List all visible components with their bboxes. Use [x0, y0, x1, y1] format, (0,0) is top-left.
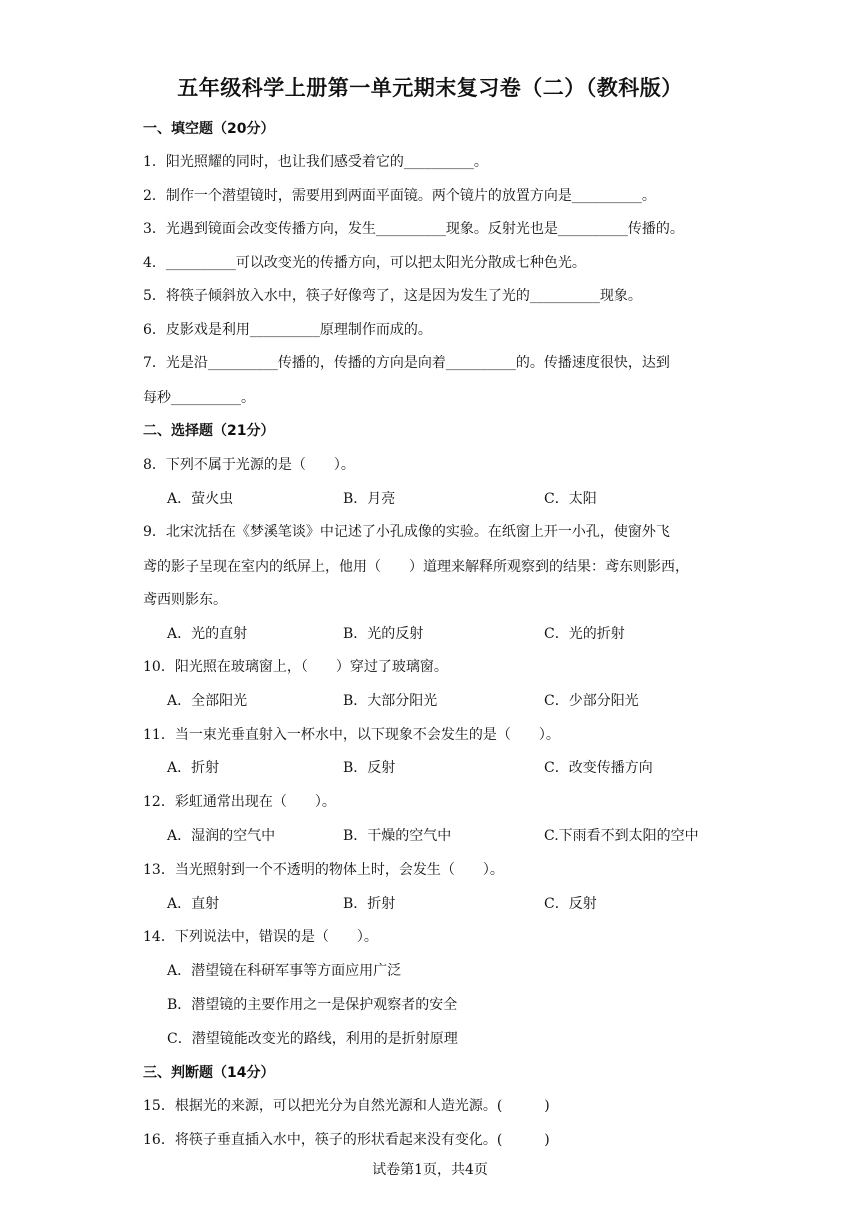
- q12-option-a: A．湿润的空气中: [167, 828, 276, 844]
- question-4: 4．__________可以改变光的传播方向，可以把太阳光分散成七种色光。: [143, 255, 586, 271]
- q14-option-b: B．潜望镜的主要作用之一是保护观察者的安全: [167, 997, 458, 1013]
- question-6: 6．皮影戏是利用__________原理制作而成的。: [143, 322, 432, 338]
- question-7-continued: 每秒__________。: [143, 390, 255, 406]
- q14-option-c: C．潜望镜能改变光的路线，利用的是折射原理: [167, 1031, 458, 1047]
- question-1: 1．阳光照耀的同时，也让我们感受着它的__________。: [143, 154, 488, 170]
- page-footer: 试卷第1页，共4页: [372, 1162, 488, 1178]
- q10-option-a: A．全部阳光: [167, 693, 248, 709]
- q12-option-c: C.下雨看不到太阳的空中: [544, 828, 699, 844]
- question-2: 2．制作一个潜望镜时，需要用到两面平面镜。两个镜片的放置方向是__________。: [143, 188, 656, 204]
- q12-option-b: B．干燥的空气中: [343, 828, 452, 844]
- question-9: 9．北宋沈括在《梦溪笔谈》中记述了小孔成像的实验。在纸窗上开一小孔，使窗外飞: [143, 524, 670, 540]
- question-14: 14．下列说法中，错误的是（ ）。: [143, 929, 378, 945]
- q13-option-a: A．直射: [167, 896, 220, 912]
- question-3: 3．光遇到镜面会改变传播方向，发生__________现象。反射光也是__________传播的。: [143, 221, 684, 237]
- q13-option-c: C．反射: [544, 896, 597, 912]
- question-16: 16．将筷子垂直插入水中，筷子的形状看起来没有变化。( ): [143, 1132, 550, 1148]
- q9-option-b: B．光的反射: [343, 626, 424, 642]
- q9-option-c: C．光的折射: [544, 626, 625, 642]
- q11-option-c: C．改变传播方向: [544, 760, 653, 776]
- question-10: 10．阳光照在玻璃窗上，（ ）穿过了玻璃窗。: [143, 659, 448, 675]
- question-11: 11．当一束光垂直射入一杯水中，以下现象不会发生的是（ ）。: [143, 727, 560, 743]
- question-15: 15．根据光的来源，可以把光分为自然光源和人造光源。( ): [143, 1098, 550, 1114]
- question-5: 5．将筷子倾斜放入水中，筷子好像弯了，这是因为发生了光的__________现象。: [143, 288, 642, 304]
- page-title: 五年级科学上册第一单元期末复习卷（二）（教科版）: [177, 76, 683, 100]
- q8-option-a: A．萤火虫: [167, 491, 234, 507]
- q8-option-b: B．月亮: [343, 491, 396, 507]
- q11-option-b: B．反射: [343, 760, 396, 776]
- q11-option-a: A．折射: [167, 760, 220, 776]
- question-9-line-2: 鸢的影子呈现在室内的纸屏上，他用（ ）道理来解释所观察到的结果：鸢东则影西，: [143, 559, 689, 575]
- section-choice: 二、选择题（21分）: [143, 423, 275, 439]
- question-7: 7．光是沿__________传播的，传播的方向是向着__________的。传播速度很快，达到: [143, 355, 670, 371]
- section-judge: 三、判断题（14分）: [143, 1065, 275, 1081]
- q9-option-a: A．光的直射: [167, 626, 248, 642]
- q14-option-a: A．潜望镜在科研军事等方面应用广泛: [167, 963, 402, 979]
- q10-option-c: C．少部分阳光: [544, 693, 639, 709]
- question-9-line-3: 鸢西则影东。: [143, 592, 227, 608]
- question-8: 8．下列不属于光源的是（ ）。: [143, 457, 355, 473]
- q13-option-b: B．折射: [343, 896, 396, 912]
- section-fill-in: 一、填空题（20分）: [143, 121, 275, 137]
- q10-option-b: B．大部分阳光: [343, 693, 438, 709]
- question-13: 13．当光照射到一个不透明的物体上时，会发生（ ）。: [143, 862, 504, 878]
- q8-option-c: C．太阳: [544, 491, 597, 507]
- question-12: 12．彩虹通常出现在（ ）。: [143, 794, 336, 810]
